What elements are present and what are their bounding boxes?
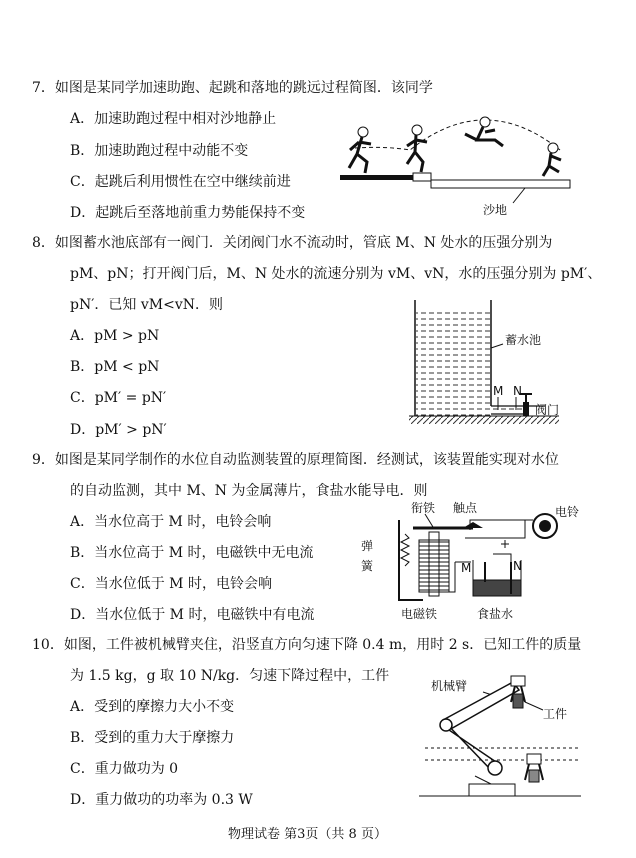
q8-option-b: B．pM < pN (70, 359, 160, 375)
armature-pointer (425, 514, 433, 527)
spring-label-2: 簧 (361, 559, 374, 573)
q9-option-b: B．当水位高于 M 时，电磁铁中无电流 (70, 545, 314, 561)
page-footer: 物理试卷 第3页（共 8 页） (228, 827, 387, 842)
sand-pointer (513, 188, 525, 203)
trajectory-dashed-line (355, 120, 560, 150)
base-support (475, 776, 491, 784)
q9-option-a: A．当水位高于 M 时，电铃会响 (70, 514, 272, 530)
point-m-label: M (493, 384, 504, 398)
battery-icon (501, 540, 509, 548)
plate-n-label: N (513, 559, 522, 573)
landing-figure (543, 143, 561, 176)
conveyor-line (425, 748, 580, 760)
robot-arm-figure (415, 672, 585, 804)
ground-hatch (409, 416, 559, 424)
sand-pit (431, 180, 570, 188)
q9-stem-line2: 的自动监测，其中 M、N 为金属薄片，食盐水能导电．则 (70, 483, 428, 499)
q10-option-b: B．受到的重力大于摩擦力 (70, 730, 235, 746)
base-joint (488, 761, 502, 775)
spring-label-1: 弹 (361, 539, 374, 553)
q10-option-a: A．受到的摩擦力大小不变 (70, 699, 235, 715)
q7-stem: 7．如图是某同学加速助跑、起跳和落地的跳远过程简图．该同学 (32, 80, 433, 96)
bell-label: 电铃 (555, 505, 580, 519)
q7-option-c: C．起跳后利用惯性在空中继续前进 (70, 174, 291, 190)
q8-stem-line1: 8．如图蓄水池底部有一阀门．关闭阀门水不流动时，管底 M、N 处水的压强分别为 (32, 235, 553, 251)
q7-option-a: A．加速助跑过程中相对沙地静止 (70, 111, 277, 127)
q10-stem-line1: 10．如图，工件被机械臂夹住，沿竖直方向匀速下降 0.4 m，用时 2 s．已知工件的质量 (32, 637, 582, 653)
valve-label: 阀门 (535, 403, 560, 417)
electromagnet-coil (419, 540, 449, 592)
spring-icon (401, 534, 409, 566)
q8-stem-line3: pN′．已知 vM<vN．则 (70, 297, 223, 313)
plate-m-label: M (461, 561, 472, 575)
q9-option-d: D．当水位低于 M 时，电磁铁中有电流 (70, 607, 315, 623)
contact-point (463, 522, 483, 528)
lower-gripper-icon (525, 754, 543, 782)
sand-label: 沙地 (483, 203, 508, 217)
bell-wire (470, 520, 533, 530)
water-tank-figure (405, 298, 565, 430)
workpiece-pointer (525, 702, 543, 710)
runner-figure (349, 127, 371, 173)
q7-option-d: D．起跳后至落地前重力势能保持不变 (70, 205, 306, 221)
q8-stem-line2: pM、pN；打开阀门后，M、N 处水的流速分别为 vM、vN，水的压强分别为 pM′、 (70, 266, 602, 282)
long-jump-figure (335, 110, 585, 220)
circuit-wire-n (493, 554, 511, 562)
takeoff-board (413, 173, 431, 181)
q10-stem-line2: 为 1.5 kg，g 取 10 N/kg．匀速下降过程中，工件 (70, 668, 390, 684)
workpiece (513, 694, 523, 708)
pool-pointer (491, 344, 503, 348)
tank-water (416, 312, 490, 416)
runway (340, 175, 415, 180)
takeoff-figure (407, 125, 427, 172)
elbow-joint (440, 719, 452, 731)
armature-label: 衔铁 (411, 501, 436, 515)
q10-option-c: C．重力做功为 0 (70, 761, 179, 777)
pool-label: 蓄水池 (505, 333, 542, 347)
salt-water-label: 食盐水 (477, 607, 514, 621)
q9-stem-line1: 9．如图是某同学制作的水位自动监测装置的原理简图．经测试，该装置能实现对水位 (32, 452, 559, 468)
water-level-alarm-figure (355, 500, 595, 622)
salt-water (473, 580, 521, 596)
q8-option-a: A．pM > pN (70, 328, 160, 344)
q7-option-b: B．加速助跑过程中动能不变 (70, 143, 249, 159)
q8-option-d: D．pM′ > pN′ (70, 422, 167, 438)
bell-icon (533, 514, 557, 538)
q8-option-c: C．pM′ = pN′ (70, 390, 167, 406)
robot-base (469, 784, 515, 796)
contact-label: 触点 (453, 501, 478, 515)
q9-option-c: C．当水位低于 M 时，电铃会响 (70, 576, 272, 592)
point-n-label: N (513, 384, 522, 398)
q10-option-d: D．重力做功的功率为 0.3 W (70, 792, 253, 808)
pipe-water (492, 407, 522, 413)
electromagnet-label: 电磁铁 (401, 607, 438, 621)
workpiece-label: 工件 (543, 707, 568, 721)
robot-arm-label: 机械臂 (431, 679, 468, 693)
